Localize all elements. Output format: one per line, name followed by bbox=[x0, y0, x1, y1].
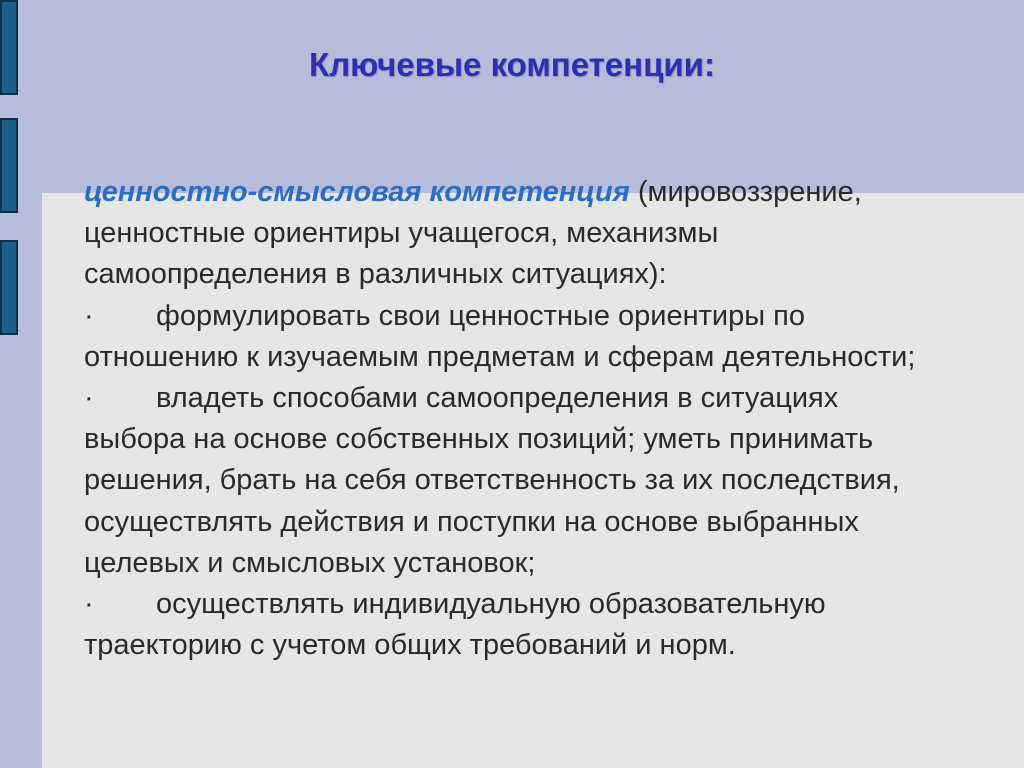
slide-body bbox=[84, 172, 944, 666]
slide-title: Ключевые компетенции: bbox=[309, 46, 715, 83]
list-item-text: осуществлять индивидуальную образовательную траекторию с учетом общих требований и норм. bbox=[84, 588, 826, 662]
list-item bbox=[84, 584, 944, 666]
bullet-icon: · bbox=[84, 299, 94, 332]
list-item bbox=[84, 296, 944, 378]
list-item-text: формулировать свои ценностные ориентиры по отношению к изучаемым предметам и сферам деятельности; bbox=[84, 299, 916, 373]
decorative-side-bar bbox=[0, 240, 18, 335]
competence-description: (мировоззрение, ценностные ориентиры учащегося, механизмы самоопределения в различных ситуациях): bbox=[84, 176, 862, 291]
bullet-icon: · bbox=[84, 588, 94, 621]
intro-paragraph bbox=[84, 172, 944, 296]
bullet-icon: · bbox=[84, 382, 94, 415]
competence-name: ценностно-смысловая компетенция bbox=[84, 176, 630, 208]
list-item-text: владеть способами самоопределения в ситуациях выбора на основе собственных позиций; уметь принимать решения, брать на себя ответственность за их последствия, осуществлять действия и поступки на основе выбранных целевых и смысловых установок; bbox=[84, 382, 900, 579]
list-item bbox=[84, 378, 944, 584]
decorative-side-bar bbox=[0, 118, 18, 213]
